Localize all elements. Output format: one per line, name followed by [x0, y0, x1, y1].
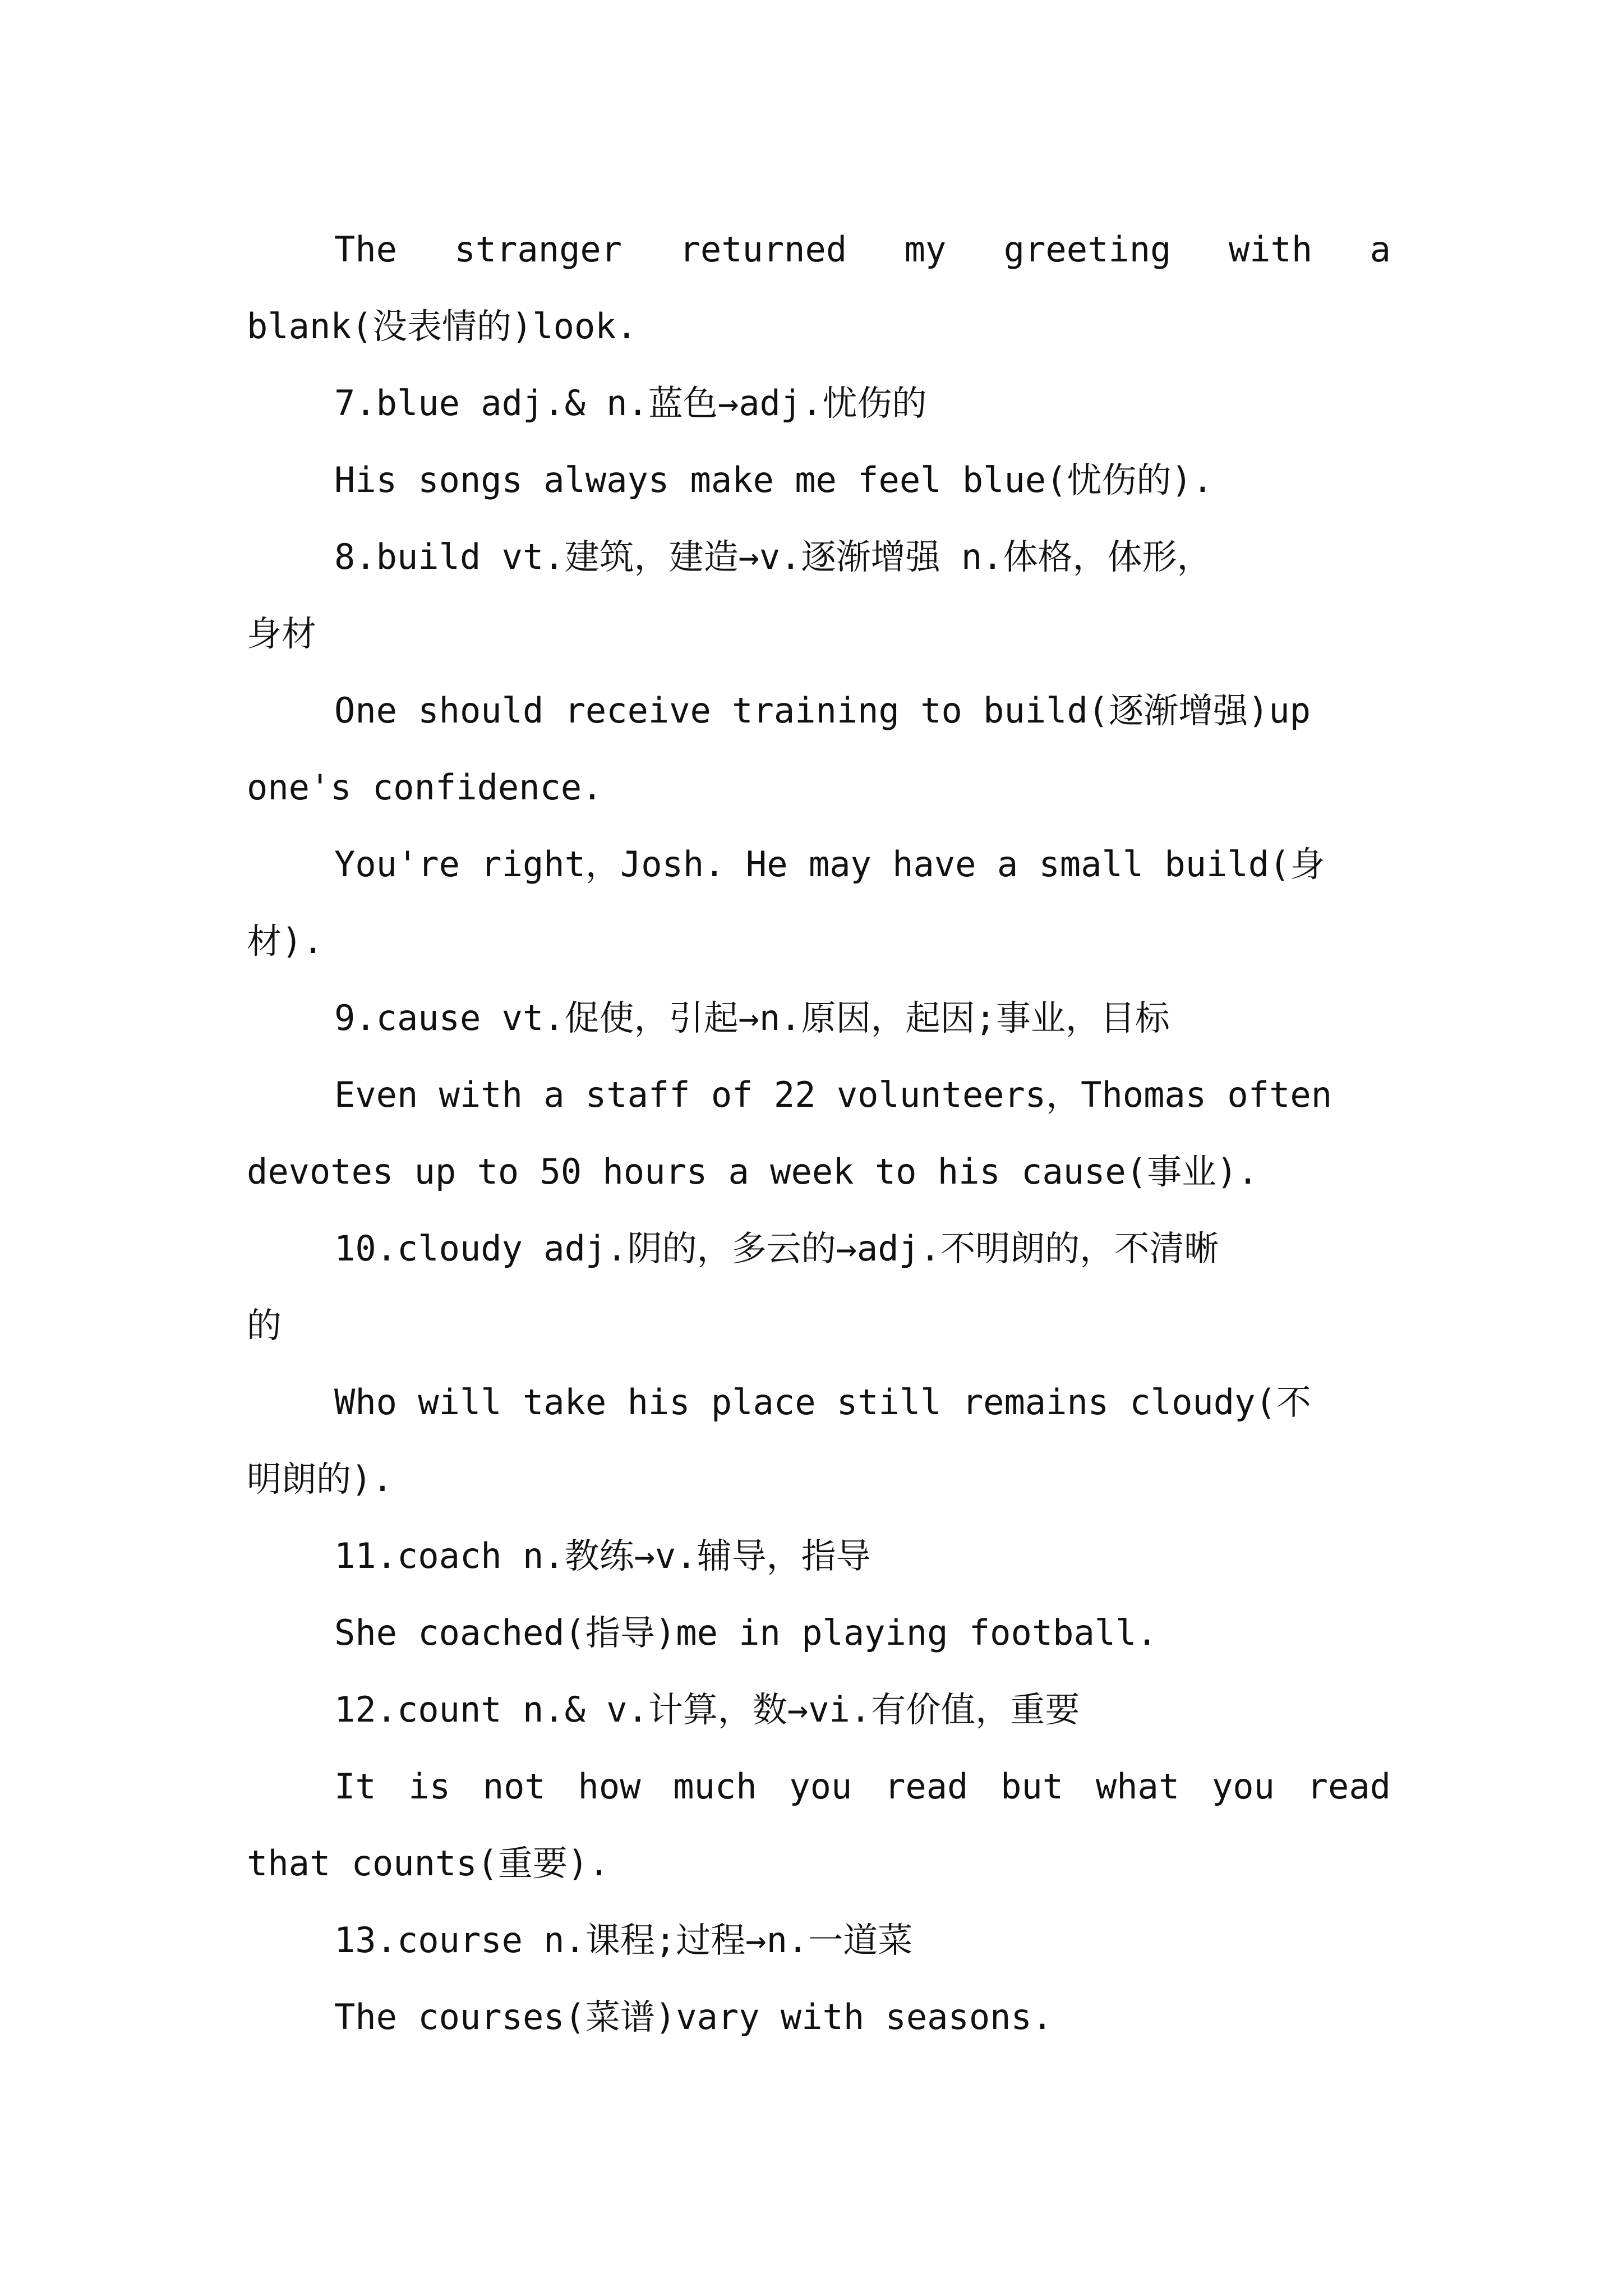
text-line: that counts(重要). — [247, 1843, 610, 1884]
word: you — [1211, 1766, 1275, 1807]
word: The — [334, 229, 397, 270]
text-line: You're right，Josh. He may have a small build(身 — [334, 844, 1325, 885]
word: but — [1000, 1766, 1064, 1807]
word: with — [1228, 229, 1313, 270]
text-lines — [247, 211, 1391, 2055]
word: what — [1095, 1766, 1180, 1807]
word: much — [673, 1766, 757, 1807]
text-line: His songs always make me feel blue(忧伤的). — [334, 459, 1214, 500]
word: returned — [679, 229, 847, 270]
text-line: 材). — [247, 921, 324, 961]
word: a — [1370, 229, 1391, 270]
word: greeting — [1003, 229, 1172, 270]
word: my — [904, 229, 947, 270]
word: how — [578, 1766, 641, 1807]
text-line — [247, 1748, 1391, 1825]
text-line: 9.cause vt.促使，引起→n.原因，起因;事业，目标 — [334, 997, 1170, 1038]
text-line: 8.build vt.建筑，建造→v.逐渐增强 n.体格，体形， — [334, 536, 1212, 577]
word: It — [334, 1766, 376, 1807]
text-line: blank(没表情的)look. — [247, 306, 637, 347]
text-line: She coached(指导)me in playing football. — [334, 1612, 1158, 1653]
text-line: 7.blue adj.& n.蓝色→adj.忧伤的 — [334, 383, 927, 424]
text-line: 10.cloudy adj.阴的，多云的→adj.不明朗的，不清晰 — [334, 1228, 1219, 1269]
word: read — [1307, 1766, 1391, 1807]
text-line: Even with a staff of 22 volunteers，Thomas often — [334, 1074, 1332, 1115]
word: not — [482, 1766, 546, 1807]
word: stranger — [454, 229, 623, 270]
text-line: 的 — [247, 1305, 282, 1346]
text-line: 13.course n.课程;过程→n.一道菜 — [334, 1920, 913, 1961]
document-body — [247, 211, 1391, 2055]
text-line: The courses(菜谱)vary with seasons. — [334, 1996, 1053, 2037]
text-line: One should receive training to build(逐渐增强)up — [334, 690, 1311, 731]
text-line: Who will take his place still remains cloudy(不 — [334, 1382, 1311, 1423]
text-line — [247, 211, 1391, 288]
text-line: 11.coach n.教练→v.辅导，指导 — [334, 1535, 871, 1576]
text-line: 明朗的). — [247, 1458, 393, 1499]
word: you — [789, 1766, 852, 1807]
text-line: devotes up to 50 hours a week to his cause(事业). — [247, 1151, 1258, 1192]
text-line: 12.count n.& v.计算，数→vi.有价值，重要 — [334, 1689, 1080, 1730]
text-line: one's confidence. — [247, 767, 603, 808]
word: is — [408, 1766, 451, 1807]
word: read — [884, 1766, 969, 1807]
text-line: 身材 — [247, 613, 317, 654]
